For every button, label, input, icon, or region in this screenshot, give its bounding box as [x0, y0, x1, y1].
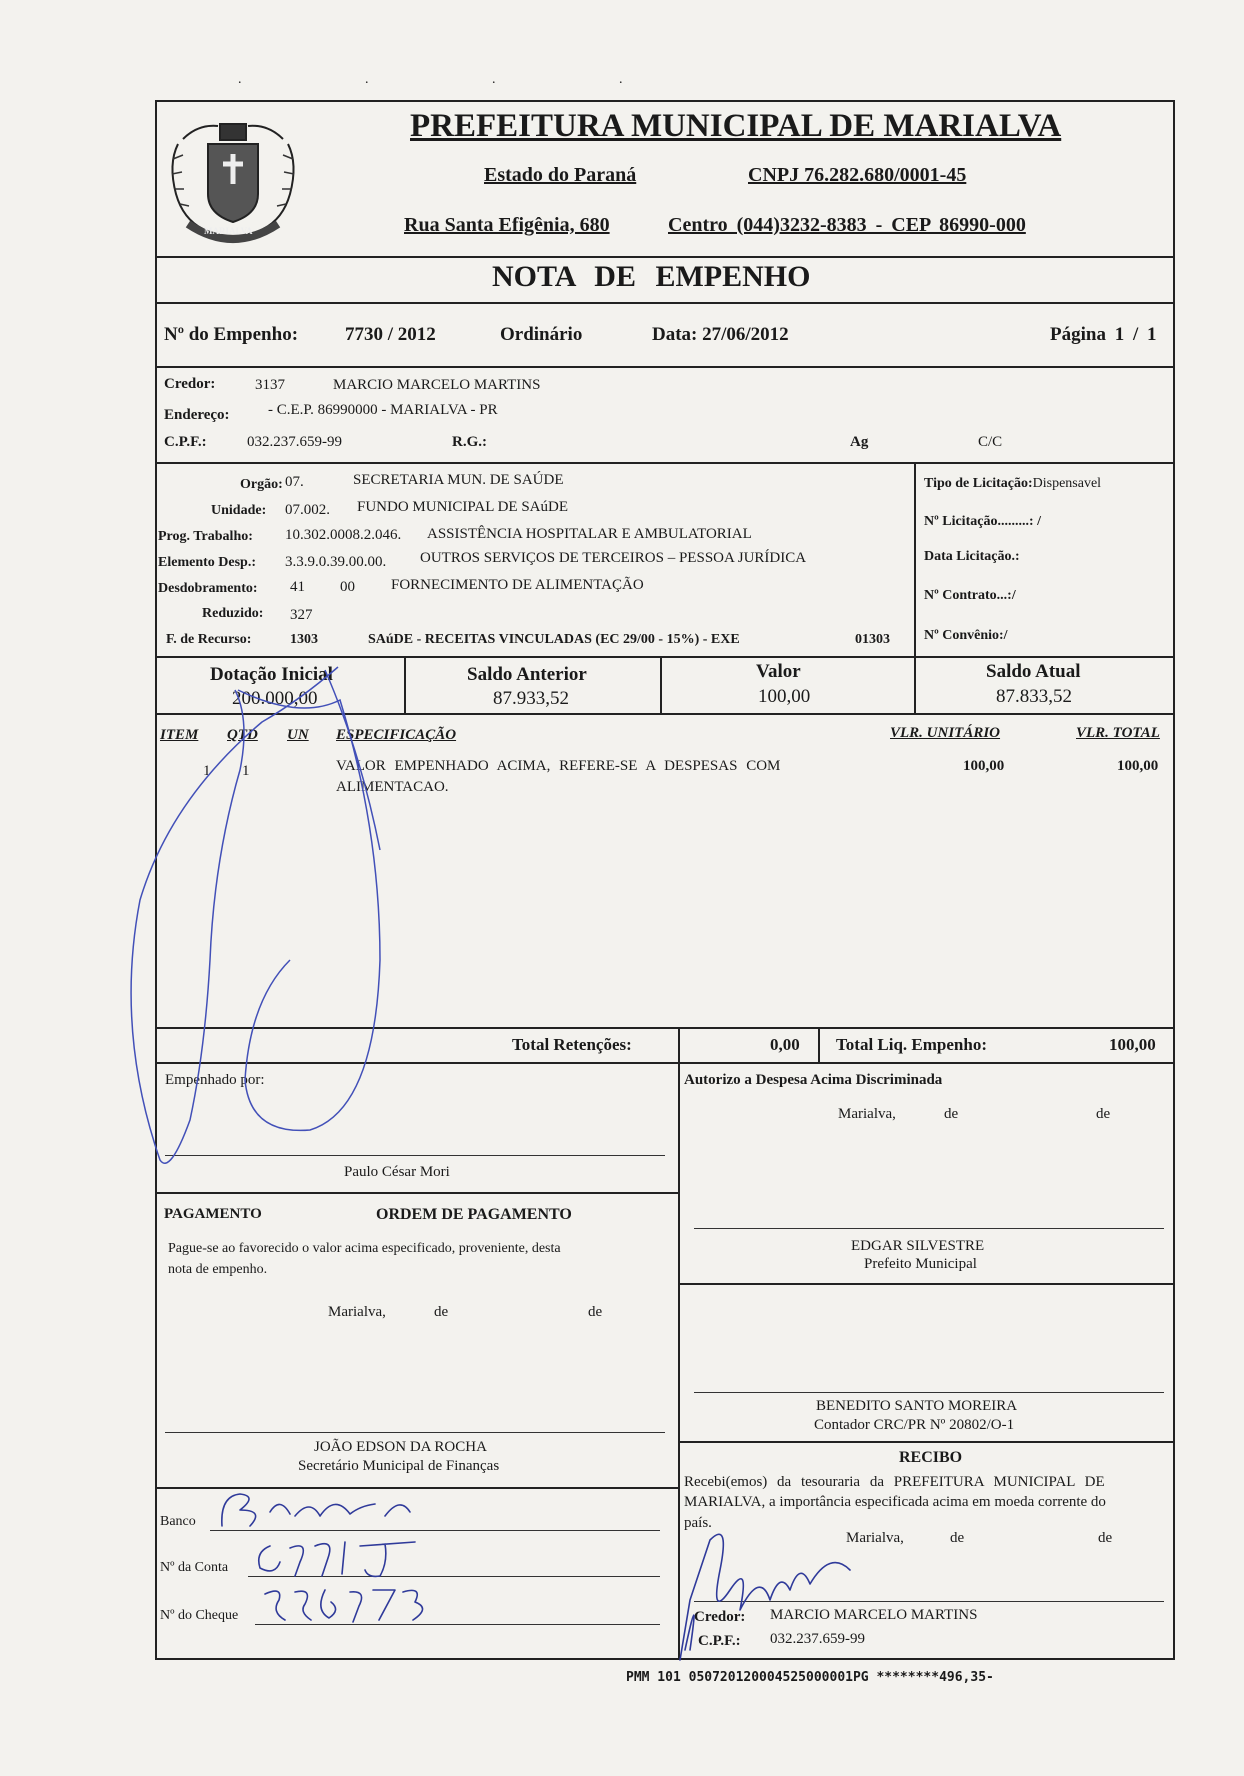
endereco: - C.E.P. 86990000 - MARIALVA - PR — [268, 402, 498, 418]
pagamento-texto2: nota de empenho. — [168, 1262, 268, 1277]
recibo-title: RECIBO — [899, 1449, 963, 1466]
conta-label: Nº da Conta — [160, 1560, 229, 1575]
recibo-cpf: 032.237.659-99 — [770, 1631, 865, 1647]
elem-code: 3.3.9.0.39.00.00. — [285, 554, 387, 570]
recurso-code: 1303 — [290, 632, 318, 647]
empenho-page: Página 1 / 1 — [1050, 324, 1157, 345]
header-title: PREFEITURA MUNICIPAL DE MARIALVA — [410, 108, 1062, 144]
header-cnpj: CNPJ 76.282.680/0001-45 — [748, 164, 967, 186]
tipo-licitacao-label: Tipo de Licitação: — [924, 476, 1033, 491]
banco-label: Banco — [160, 1514, 196, 1529]
unidade-label: Unidade: — [211, 503, 267, 518]
credor-label: Credor: — [164, 376, 216, 392]
table-row-qtd: 1 — [242, 763, 250, 779]
handwritten-conta — [250, 1532, 430, 1582]
empenho-type: Ordinário — [500, 324, 583, 345]
liq-value: 100,00 — [1109, 1035, 1156, 1054]
empenhado-nome: Paulo César Mori — [344, 1164, 450, 1180]
header-district-phone: Centro (044)3232-8383 - CEP 86990-000 — [668, 214, 1026, 236]
elem-label: Elemento Desp.: — [158, 555, 256, 570]
prog-code: 10.302.0008.2.046. — [285, 527, 402, 543]
col-un: UN — [287, 727, 309, 743]
table-row-unit: 100,00 — [963, 758, 1005, 774]
table-row-espec2: ALIMENTACAO. — [336, 779, 449, 795]
table-row-total: 100,00 — [1117, 758, 1159, 774]
liq-label: Total Liq. Empenho: — [836, 1035, 987, 1054]
autorizo-de1: de — [944, 1106, 959, 1122]
licitacao-convenio: Nº Convênio:/ — [924, 628, 1008, 643]
header-address: Rua Santa Efigênia, 680 — [404, 214, 610, 236]
unidade-name: FUNDO MUNICIPAL DE SAúDE — [357, 499, 568, 515]
elem-name: OUTROS SERVIÇOS DE TERCEIROS – PESSOA JURÍDICA — [420, 550, 807, 566]
prefeito-nome: EDGAR SILVESTRE — [851, 1238, 985, 1254]
recibo-credor-label: Credor: — [694, 1609, 746, 1625]
anterior-value: 87.933,52 — [493, 688, 569, 709]
autorizo-local: Marialva, — [838, 1106, 896, 1122]
cc-label: C/C — [978, 434, 1003, 450]
handwritten-cheque — [255, 1580, 435, 1628]
recibo-cpf-label: C.P.F.: — [698, 1633, 741, 1649]
dotacao-label: Dotação Inicial — [210, 664, 333, 685]
table-row-espec: VALOR EMPENHADO ACIMA, REFERE-SE A DESPESAS COM — [336, 758, 781, 774]
prog-name: ASSISTÊNCIA HOSPITALAR E AMBULATORIAL — [427, 526, 752, 542]
retencoes-label: Total Retenções: — [512, 1035, 632, 1054]
pagamento-de1: de — [434, 1304, 449, 1320]
doc-title: NOTA DE EMPENHO — [492, 260, 811, 293]
recibo-local: Marialva, — [846, 1530, 904, 1546]
recibo-de2: de — [1098, 1530, 1113, 1546]
tipo-licitacao — [924, 476, 1101, 492]
recibo-texto1: Recebi(emos) da tesouraria da PREFEITURA MUNICIPAL DE — [684, 1474, 1105, 1490]
pagamento-texto1: Pague-se ao favorecido o valor acima especificado, proveniente, desta — [168, 1241, 561, 1256]
rg-label: R.G.: — [452, 434, 487, 450]
pagamento-de2: de — [588, 1304, 603, 1320]
prefeito-cargo: Prefeito Municipal — [864, 1256, 977, 1272]
dotacao-value: 200.000,00 — [232, 688, 318, 709]
desdob-label: Desdobramento: — [158, 581, 258, 596]
reduzido-label: Reduzido: — [202, 606, 264, 621]
col-espec: ESPECIFICAÇÃO — [336, 727, 457, 743]
cpf-value: 032.237.659-99 — [247, 434, 342, 450]
anterior-label: Saldo Anterior — [467, 664, 587, 685]
contador-cargo: Contador CRC/PR Nº 20802/O-1 — [814, 1417, 1015, 1433]
recibo-texto2: MARIALVA, a importância especificada acima em moeda corrente do — [684, 1494, 1106, 1510]
scan-marks: . . . . — [238, 72, 683, 87]
licitacao-contrato: Nº Contrato...:/ — [924, 588, 1016, 603]
seal-text: MARIALVA — [204, 226, 253, 236]
recibo-texto3: país. — [684, 1515, 712, 1531]
pagamento-label: PAGAMENTO — [164, 1206, 262, 1222]
atual-label: Saldo Atual — [986, 661, 1081, 682]
contador-nome: BENEDITO SANTO MOREIRA — [816, 1398, 1018, 1414]
ag-label: Ag — [850, 434, 869, 450]
credor-name: MARCIO MARCELO MARTINS — [333, 377, 541, 393]
recurso-name: SAúDE - RECEITAS VINCULADAS (EC 29/00 - 15%) - EXE — [368, 632, 740, 647]
recibo-de1: de — [950, 1530, 965, 1546]
autorizo-de2: de — [1096, 1106, 1111, 1122]
col-item: ITEM — [160, 727, 199, 743]
orgao-name: SECRETARIA MUN. DE SAÚDE — [353, 472, 564, 488]
endereco-label: Endereço: — [164, 407, 230, 423]
desdob-a: 41 — [290, 579, 305, 595]
valor-label: Valor — [756, 661, 801, 682]
autorizo-text: Autorizo a Despesa Acima Discriminada — [684, 1072, 943, 1088]
recurso-num: 01303 — [855, 632, 890, 647]
recurso-label: F. de Recurso: — [166, 632, 252, 647]
empenho-label: Nº do Empenho: — [164, 324, 299, 345]
col-qtd: QTD — [227, 727, 258, 743]
unidade-code: 07.002. — [285, 502, 330, 518]
retencoes-value: 0,00 — [770, 1035, 800, 1054]
licitacao-num: Nº Licitação.........: / — [924, 514, 1041, 529]
secretario-nome: JOÃO EDSON DA ROCHA — [314, 1439, 487, 1455]
empenhado-label: Empenhado por: — [165, 1072, 265, 1088]
orgao-label: Orgão: — [240, 477, 283, 492]
empenho-date: Data: 27/06/2012 — [652, 324, 789, 345]
desdob-name: FORNECIMENTO DE ALIMENTAÇÃO — [391, 577, 644, 593]
cheque-label: Nº do Cheque — [160, 1608, 239, 1623]
orgao-code: 07. — [285, 474, 304, 490]
credor-code: 3137 — [255, 377, 285, 393]
cpf-label: C.P.F.: — [164, 434, 207, 450]
atual-value: 87.833,52 — [996, 686, 1072, 707]
valor-value: 100,00 — [758, 686, 811, 707]
handwritten-banco — [210, 1486, 440, 1532]
tipo-licitacao-value: Dispensavel — [1032, 476, 1102, 491]
col-total: VLR. TOTAL — [1076, 725, 1160, 741]
secretario-cargo: Secretário Municipal de Finanças — [298, 1458, 500, 1474]
header-state: Estado do Paraná — [484, 164, 637, 186]
empenho-number: 7730 / 2012 — [345, 324, 436, 345]
prog-label: Prog. Trabalho: — [158, 529, 253, 544]
reduzido-value: 327 — [290, 607, 313, 623]
pagamento-local: Marialva, — [328, 1304, 386, 1320]
footer-code: PMM 101 050720120004525000001PG ********496,35- — [626, 1670, 994, 1685]
desdob-b: 00 — [340, 579, 355, 595]
ordem-pagamento: ORDEM DE PAGAMENTO — [376, 1206, 572, 1223]
licitacao-data: Data Licitação.: — [924, 549, 1020, 564]
recibo-credor: MARCIO MARCELO MARTINS — [770, 1607, 978, 1623]
col-unit: VLR. UNITÁRIO — [890, 725, 1001, 741]
handwritten-credor-signature — [670, 1480, 870, 1680]
table-row-item: 1 — [203, 763, 211, 779]
